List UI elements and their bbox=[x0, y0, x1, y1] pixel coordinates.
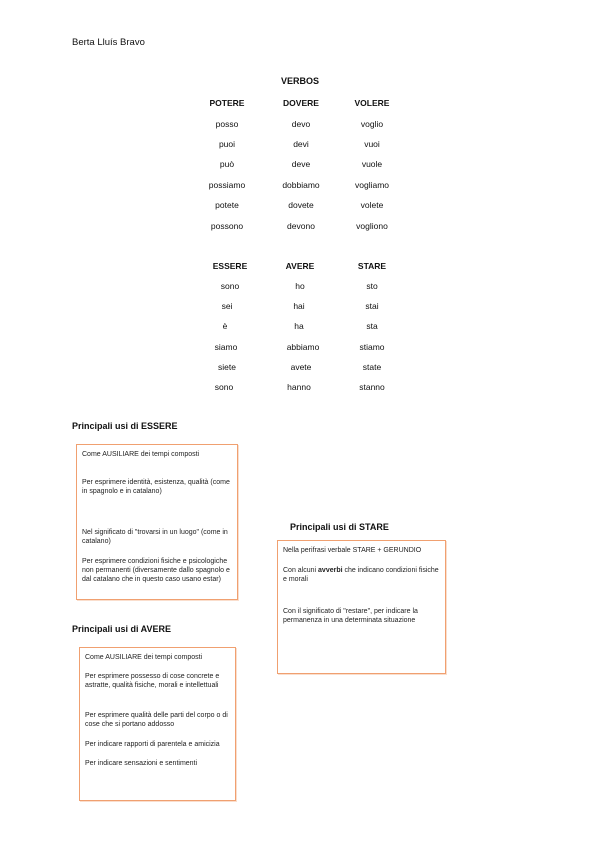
table-cell: avete bbox=[290, 362, 312, 372]
table-header: POTERE bbox=[209, 98, 245, 108]
table-cell: è bbox=[222, 321, 228, 331]
page-title: VERBOS bbox=[281, 76, 320, 86]
stare-usage-item: Nella perifrasi verbale STARE + GERUNDIO bbox=[283, 547, 422, 554]
table-cell: hanno bbox=[287, 382, 311, 392]
table-header: STARE bbox=[357, 261, 387, 271]
essere-usage-item: Per esprimere condizioni fisiche e psicologiche non permanenti (diversamente dallo spagnolo e dal catalano che in questo caso usano estar) bbox=[82, 558, 230, 583]
stare-usage-bold: avverbi bbox=[318, 567, 343, 574]
table-cell: hai bbox=[293, 301, 305, 311]
table-cell: posso bbox=[215, 119, 239, 129]
table-cell: vogliamo bbox=[354, 180, 390, 190]
avere-usage-item: Per esprimere qualità delle parti del corpo o di cose che si portano addosso bbox=[85, 712, 228, 728]
essere-section-title: Principali usi di ESSERE bbox=[72, 421, 178, 431]
table-cell: abbiamo bbox=[286, 342, 320, 352]
table-cell: sta bbox=[366, 321, 378, 331]
table-cell: possono bbox=[210, 221, 244, 231]
essere-usage-item: Nel significato di "trovarsi in un luogo" (come in catalano) bbox=[82, 529, 228, 545]
essere-usage-item: Per esprimere identità, esistenza, qualità (come in spagnolo e in catalano) bbox=[82, 479, 230, 495]
table-cell: sto bbox=[366, 281, 378, 291]
table-header: VOLERE bbox=[354, 98, 390, 108]
table-cell: stai bbox=[365, 301, 379, 311]
table-cell: puoi bbox=[218, 139, 236, 149]
table-cell: sono bbox=[220, 281, 240, 291]
table-cell: voglio bbox=[360, 119, 384, 129]
avere-usage-item: Per esprimere possesso di cose concrete e astratte, qualità fisiche, morali e intellettuali bbox=[85, 673, 220, 689]
table-cell: dovete bbox=[288, 200, 314, 210]
table-cell: vogliono bbox=[356, 221, 388, 231]
author-name: Berta Lluís Bravo bbox=[72, 37, 145, 48]
table-cell: sono bbox=[214, 382, 234, 392]
avere-section-title: Principali usi di AVERE bbox=[72, 624, 172, 634]
table-header: ESSERE bbox=[212, 261, 248, 271]
stare-usage-text: Con alcuni bbox=[283, 567, 319, 574]
stare-section-title: Principali usi di STARE bbox=[290, 522, 389, 532]
stare-usage-item: Con il significato di "restare", per indicare la permanenza in una determinata situazione bbox=[283, 608, 418, 624]
avere-usage-item: Come AUSILIARE dei tempi composti bbox=[85, 654, 203, 661]
table-cell: sei bbox=[221, 301, 233, 311]
table-cell: vuoi bbox=[364, 139, 380, 149]
table-cell: devo bbox=[291, 119, 311, 129]
table-cell: possiamo bbox=[208, 180, 246, 190]
avere-usage-item: Per indicare sensazioni e sentimenti bbox=[85, 760, 198, 767]
table-cell: devono bbox=[287, 221, 315, 231]
table-header: AVERE bbox=[285, 261, 315, 271]
table-cell: ho bbox=[295, 281, 305, 291]
table-cell: può bbox=[219, 159, 235, 169]
avere-usage-box bbox=[79, 647, 236, 801]
essere-usage-box bbox=[76, 444, 238, 600]
table-cell: stanno bbox=[359, 382, 385, 392]
table-cell: devi bbox=[293, 139, 309, 149]
stare-usage-item bbox=[283, 566, 439, 584]
table-cell: state bbox=[362, 362, 382, 372]
table-cell: stiamo bbox=[359, 342, 385, 352]
table-cell: siete bbox=[218, 362, 236, 372]
table-cell: potete bbox=[215, 200, 239, 210]
stare-usage-box bbox=[277, 540, 446, 674]
stare-usage-text: che indicano condizioni fisiche e morali bbox=[283, 567, 439, 583]
table-cell: deve bbox=[291, 159, 311, 169]
avere-usage-item: Per indicare rapporti di parentela e amicizia bbox=[85, 741, 220, 748]
essere-usage-item: Come AUSILIARE dei tempi composti bbox=[82, 451, 200, 458]
table-cell: siamo bbox=[214, 342, 238, 352]
table-header: DOVERE bbox=[283, 98, 319, 108]
table-cell: vuole bbox=[361, 159, 383, 169]
table-cell: ha bbox=[294, 321, 304, 331]
table-cell: volete bbox=[360, 200, 384, 210]
table-cell: dobbiamo bbox=[282, 180, 320, 190]
